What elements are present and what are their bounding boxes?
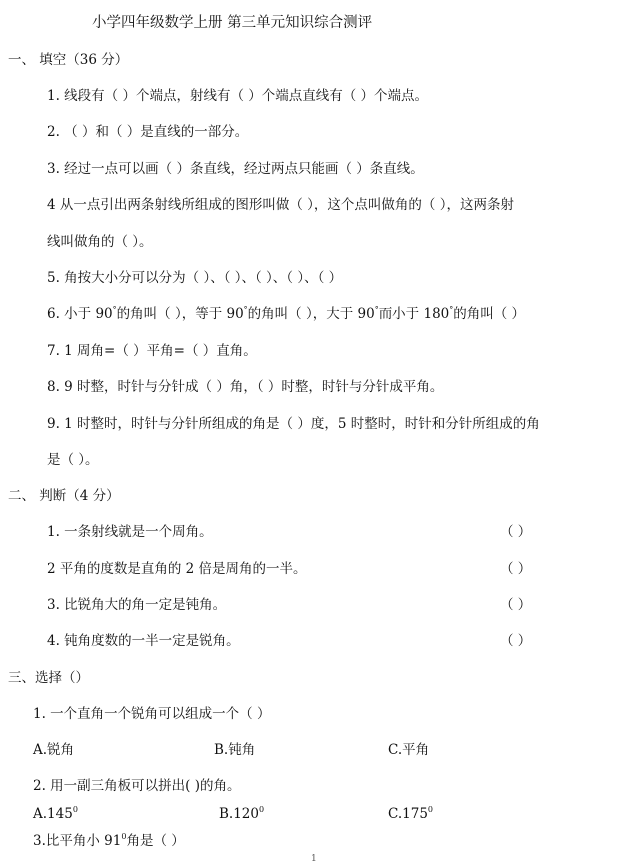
fill-question-4-cont: 线叫做角的（ ）。: [47, 234, 153, 250]
judge-question-3: 3. 比锐角大的角一定是钝角。: [47, 597, 227, 613]
fill-question-3: 3. 经过一点可以画（ ）条直线，经过两点只能画（ ）条直线。: [47, 161, 424, 177]
choice-question-1: 1. 一个直角一个锐角可以组成一个（ ）: [33, 706, 271, 722]
section3-heading: 三、选择（）: [8, 670, 89, 686]
choice-q1-option-b: B.钝角: [214, 742, 256, 758]
choice-question-2: 2. 用一副三角板可以拼出( )的角。: [33, 778, 241, 794]
choice-q1-option-a: A.锐角: [33, 742, 75, 758]
fill-question-8: 8. 9 时整，时针与分针成（ ）角，（ ）时整，时针与分针成平角。: [47, 379, 444, 395]
choice-q2-option-b: B.120$^0$: [219, 805, 265, 822]
fill-question-9-cont: 是（ ）。: [47, 452, 99, 468]
judge-answer-paren-3: （ ）: [500, 597, 532, 613]
section2-heading: 二、 判断（4 分）: [8, 488, 120, 504]
fill-question-1: 1. 线段有（ ）个端点，射线有（ ）个端点直线有（ ）个端点。: [47, 88, 429, 104]
judge-answer-paren-2: （ ）: [500, 561, 532, 577]
fill-question-2: 2. （ ）和（ ）是直线的一部分。: [47, 124, 249, 140]
fill-question-7: 7. 1 周角=（ ）平角=（ ）直角。: [47, 343, 257, 359]
judge-question-2: 2 平角的度数是直角的 2 倍是周角的一半。: [47, 561, 307, 577]
judge-answer-paren-4: （ ）: [500, 633, 532, 649]
section1-heading: 一、 填空（36 分）: [8, 52, 129, 68]
page-number: 1: [311, 854, 317, 864]
choice-question-3: 3.比平角小 $91^0$角是（ ）: [33, 832, 185, 849]
fill-question-6: 6. 小于 90°的角叫（ ），等于 90°的角叫（ ），大于 90°而小于 180°的角叫（ ）: [47, 305, 526, 322]
judge-question-4: 4. 钝角度数的一半一定是锐角。: [47, 633, 240, 649]
judge-answer-paren-1: （ ）: [500, 524, 532, 540]
fill-question-9: 9. 1 时整时，时针与分针所组成的角是（ ）度，5 时整时，时针和分针所组成的角: [47, 416, 540, 432]
choice-q2-option-a: A.145$^0$: [33, 805, 78, 822]
page-title: 小学四年级数学上册 第三单元知识综合测评: [92, 15, 373, 31]
fill-question-5: 5. 角按大小分可以分为（ ）、（ ）、（ ）、（ ）、（ ）: [47, 270, 343, 286]
judge-question-1: 1. 一条射线就是一个周角。: [47, 524, 213, 540]
fill-question-4: 4 从一点引出两条射线所组成的图形叫做（ ），这个点叫做角的（ ），这两条射: [47, 197, 514, 213]
choice-q2-option-c: C.175$^0$: [388, 805, 434, 822]
choice-q1-option-c: C.平角: [388, 742, 430, 758]
